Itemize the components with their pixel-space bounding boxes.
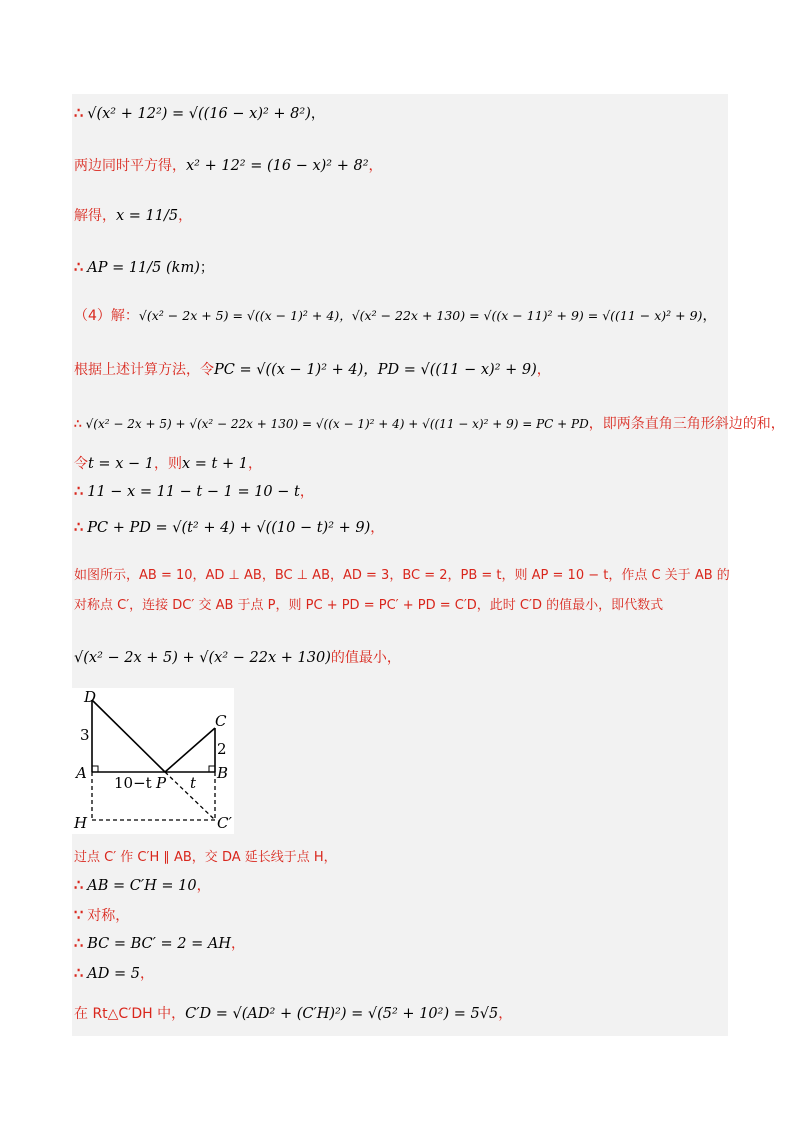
label-p: P bbox=[156, 774, 167, 792]
length-ad: 3 bbox=[80, 726, 90, 744]
punctuation: ， bbox=[702, 308, 717, 324]
punctuation: ， bbox=[231, 936, 246, 952]
math-expression: BC = BC′ = 2 = AH bbox=[87, 936, 232, 952]
line-8 bbox=[74, 454, 262, 474]
line-10 bbox=[74, 518, 384, 538]
line-15 bbox=[74, 876, 211, 896]
punctuation: ， bbox=[368, 158, 383, 174]
text: 两边同时平方得， bbox=[74, 158, 186, 174]
line-4 bbox=[74, 258, 214, 278]
label-c: C bbox=[215, 712, 227, 730]
math-expression: PC = √((x − 1)² + 4)，PD = √((11 − x)² + 9) bbox=[214, 362, 537, 378]
right-angle-b bbox=[209, 766, 215, 772]
line-19 bbox=[74, 1004, 512, 1024]
therefore-symbol: ∴ bbox=[74, 417, 82, 431]
therefore-symbol: ∴ bbox=[74, 965, 84, 982]
math-expression: 11 − x = 11 − t − 1 = 10 − t bbox=[87, 484, 300, 500]
punctuation: ， bbox=[310, 106, 325, 122]
math-expression: x = 11/5 bbox=[116, 208, 179, 224]
punctuation: ， bbox=[299, 484, 314, 500]
text: 解得， bbox=[74, 208, 116, 224]
math-expression: x = t + 1 bbox=[181, 456, 248, 472]
line-12: 对称点 C′，连接 DC′ 交 AB 于点 P，则 PC + PD = PC′ + PD = C′D，此时 C′D 的值最小，即代数式 bbox=[74, 598, 664, 613]
math-expression: AD = 5 bbox=[87, 966, 140, 982]
line-13 bbox=[74, 648, 401, 668]
line-11: 如图所示，AB = 10，AD ⊥ AB，BC ⊥ AB，AD = 3，BC = 2，PB = t，则 AP = 10 − t，作点 C 关于 AB 的 bbox=[74, 568, 730, 583]
text: 在 Rt△C′DH 中， bbox=[74, 1006, 186, 1022]
geometry-figure bbox=[72, 688, 234, 834]
label-d: D bbox=[84, 688, 97, 706]
therefore-symbol: ∴ bbox=[74, 877, 84, 894]
line-17 bbox=[74, 934, 245, 954]
text: 的值最小， bbox=[330, 650, 401, 666]
math-expression: √(x² − 2x + 5) + √(x² − 22x + 130) bbox=[74, 650, 331, 666]
label-b: B bbox=[217, 764, 229, 782]
punctuation: ， bbox=[247, 456, 262, 472]
line-3 bbox=[74, 206, 192, 226]
line-16 bbox=[74, 906, 129, 926]
length-ap: 10−t bbox=[114, 774, 152, 792]
math-expression: AP = 11/5 (km) bbox=[87, 260, 200, 276]
line-9 bbox=[74, 482, 314, 502]
therefore-symbol: ∴ bbox=[74, 105, 84, 122]
right-angle-a bbox=[92, 766, 98, 772]
therefore-symbol: ∴ bbox=[74, 519, 84, 536]
line-5 bbox=[74, 306, 716, 326]
line-2 bbox=[74, 156, 383, 176]
length-bc: 2 bbox=[217, 740, 227, 758]
math-expression: t = x − 1 bbox=[88, 456, 154, 472]
line-1 bbox=[74, 104, 325, 124]
therefore-symbol: ∴ bbox=[74, 483, 84, 500]
line-6 bbox=[74, 360, 551, 380]
math-expression: √(x² − 2x + 5) = √((x − 1)² + 4)，√(x² − 22x + 130) = √((x − 11)² + 9) = √((11 − x)² + 9) bbox=[138, 308, 703, 323]
label-h: H bbox=[74, 814, 88, 832]
line-14: 过点 C′ 作 C′H ∥ AB，交 DA 延长线于点 H， bbox=[74, 850, 337, 865]
therefore-symbol: ∴ bbox=[74, 259, 84, 276]
punctuation: ， bbox=[370, 520, 385, 536]
punctuation: ， bbox=[139, 966, 154, 982]
therefore-symbol: ∴ bbox=[74, 935, 84, 952]
math-expression: C′D = √(AD² + (C′H)²) = √(5² + 10²) = 5√5 bbox=[185, 1006, 499, 1022]
length-pb: t bbox=[190, 774, 197, 792]
text: ，即两条直角三角形斜边的和， bbox=[588, 416, 785, 432]
punctuation: ； bbox=[199, 260, 214, 276]
label-c-prime: C′ bbox=[217, 814, 232, 832]
segment-dp bbox=[92, 700, 165, 772]
punctuation: ， bbox=[196, 878, 211, 894]
punctuation: ， bbox=[498, 1006, 513, 1022]
label-a: A bbox=[76, 764, 87, 782]
text: 对称， bbox=[87, 908, 130, 924]
segment-pc bbox=[165, 728, 215, 772]
text: ，则 bbox=[153, 456, 182, 472]
line-7 bbox=[74, 414, 785, 434]
text: 令 bbox=[74, 456, 88, 472]
punctuation: ， bbox=[536, 362, 551, 378]
because-symbol: ∵ bbox=[74, 907, 84, 924]
line-18 bbox=[74, 964, 154, 984]
math-expression: √(x² − 2x + 5) + √(x² − 22x + 130) = √((x − 1)² + 4) + √((11 − x)² + 9) = PC + PD bbox=[85, 417, 589, 431]
math-expression: AB = C′H = 10 bbox=[87, 878, 197, 894]
math-expression: PC + PD = √(t² + 4) + √((10 − t)² + 9) bbox=[87, 520, 371, 536]
math-expression: x² + 12² = (16 − x)² + 8² bbox=[186, 158, 369, 174]
text: 根据上述计算方法，令 bbox=[74, 362, 214, 378]
text: （4）解： bbox=[74, 308, 139, 324]
punctuation: ， bbox=[178, 208, 193, 224]
math-expression: √(x² + 12²) = √((16 − x)² + 8²) bbox=[87, 106, 311, 122]
geometry-diagram bbox=[72, 688, 234, 834]
